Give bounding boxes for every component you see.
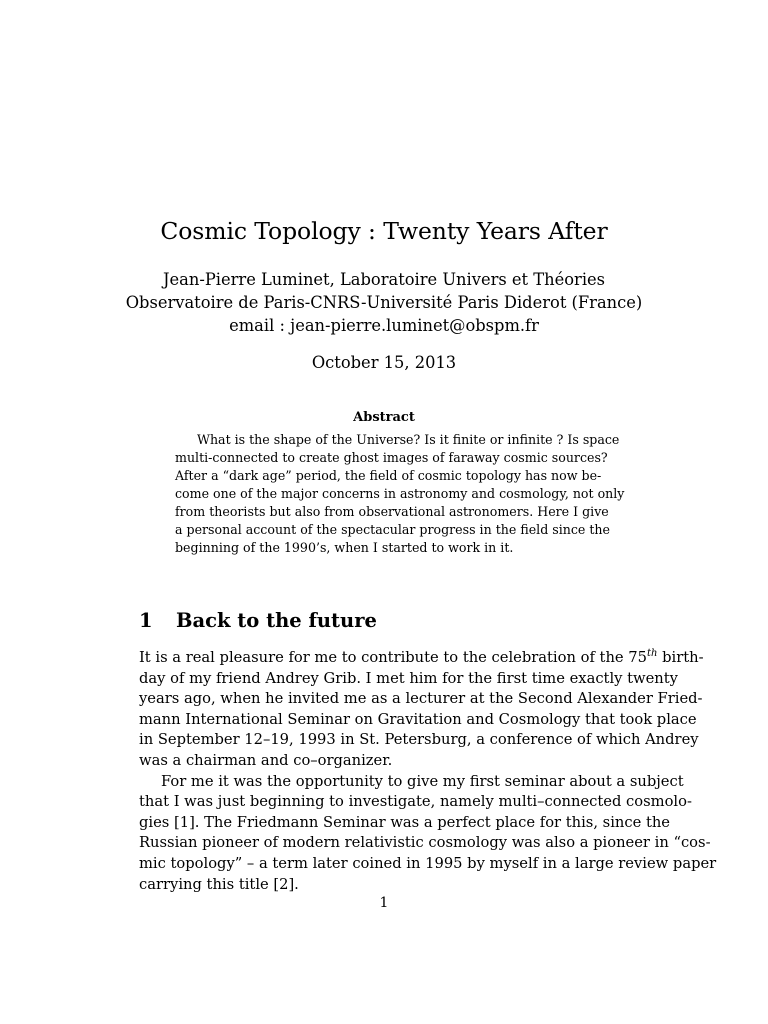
body-line: mic topology” – a term later coined in 1995 by myself in a large review paper bbox=[139, 854, 717, 872]
paper-date: October 15, 2013 bbox=[311, 353, 457, 372]
abstract-heading: Abstract bbox=[353, 410, 415, 425]
abstract-line: multi-connected to create ghost images of faraway cosmic sources? bbox=[175, 450, 608, 465]
author-block bbox=[0, 268, 768, 337]
email-line: email : jean-pierre.luminet@obspm.fr bbox=[229, 316, 539, 335]
body-line: For me it was the opportunity to give my first seminar about a subject bbox=[161, 772, 684, 790]
abstract-line: beginning of the 1990’s, when I started to work in it. bbox=[175, 540, 514, 555]
body-line: in September 12–19, 1993 in St. Petersburg, a conference of which Andrey bbox=[139, 731, 699, 749]
abstract-line: come one of the major concerns in astronomy and cosmology, not only bbox=[175, 486, 625, 501]
body-line: day of my friend Andrey Grib. I met him for the first time exactly twenty bbox=[139, 669, 678, 687]
body-line: Russian pioneer of modern relativistic cosmology was also a pioneer in “cos- bbox=[139, 834, 711, 852]
institution-line: Observatoire de Paris-CNRS-Université Paris Diderot (France) bbox=[125, 293, 643, 312]
abstract-line: a personal account of the spectacular progress in the field since the bbox=[175, 522, 611, 537]
page-number: 1 bbox=[379, 895, 389, 911]
ordinal-superscript: th bbox=[646, 648, 658, 660]
body-line-text: It is a real pleasure for me to contribute to the celebration of the 75 bbox=[139, 649, 647, 666]
body-line: that I was just beginning to investigate, namely multi–connected cosmolo- bbox=[139, 793, 692, 811]
section-heading bbox=[139, 606, 377, 636]
body-line: was a chairman and co–organizer. bbox=[139, 751, 393, 769]
abstract-text bbox=[175, 431, 625, 557]
body-text bbox=[139, 648, 717, 895]
body-line-text: birth- bbox=[657, 649, 704, 666]
abstract-line: After a “dark age” period, the field of cosmic topology has now be- bbox=[175, 468, 602, 483]
body-line: mann International Seminar on Gravitation and Cosmology that took place bbox=[139, 710, 697, 728]
section-title: Back to the future bbox=[176, 609, 377, 632]
paper-title: Cosmic Topology : Twenty Years After bbox=[160, 217, 608, 245]
abstract-line: What is the shape of the Universe? Is it finite or infinite ? Is space bbox=[197, 432, 620, 447]
body-line: gies [1]. The Friedmann Seminar was a perfect place for this, since the bbox=[139, 813, 670, 831]
section-number: 1 bbox=[139, 609, 153, 632]
body-line: carrying this title [2]. bbox=[139, 875, 299, 893]
author-affiliation-line: Jean-Pierre Luminet, Laboratoire Univers et Théories bbox=[162, 270, 606, 289]
abstract-line: from theorists but also from observational astronomers. Here I give bbox=[175, 504, 609, 519]
body-line bbox=[139, 648, 704, 669]
body-line: years ago, when he invited me as a lecturer at the Second Alexander Fried- bbox=[139, 690, 703, 708]
